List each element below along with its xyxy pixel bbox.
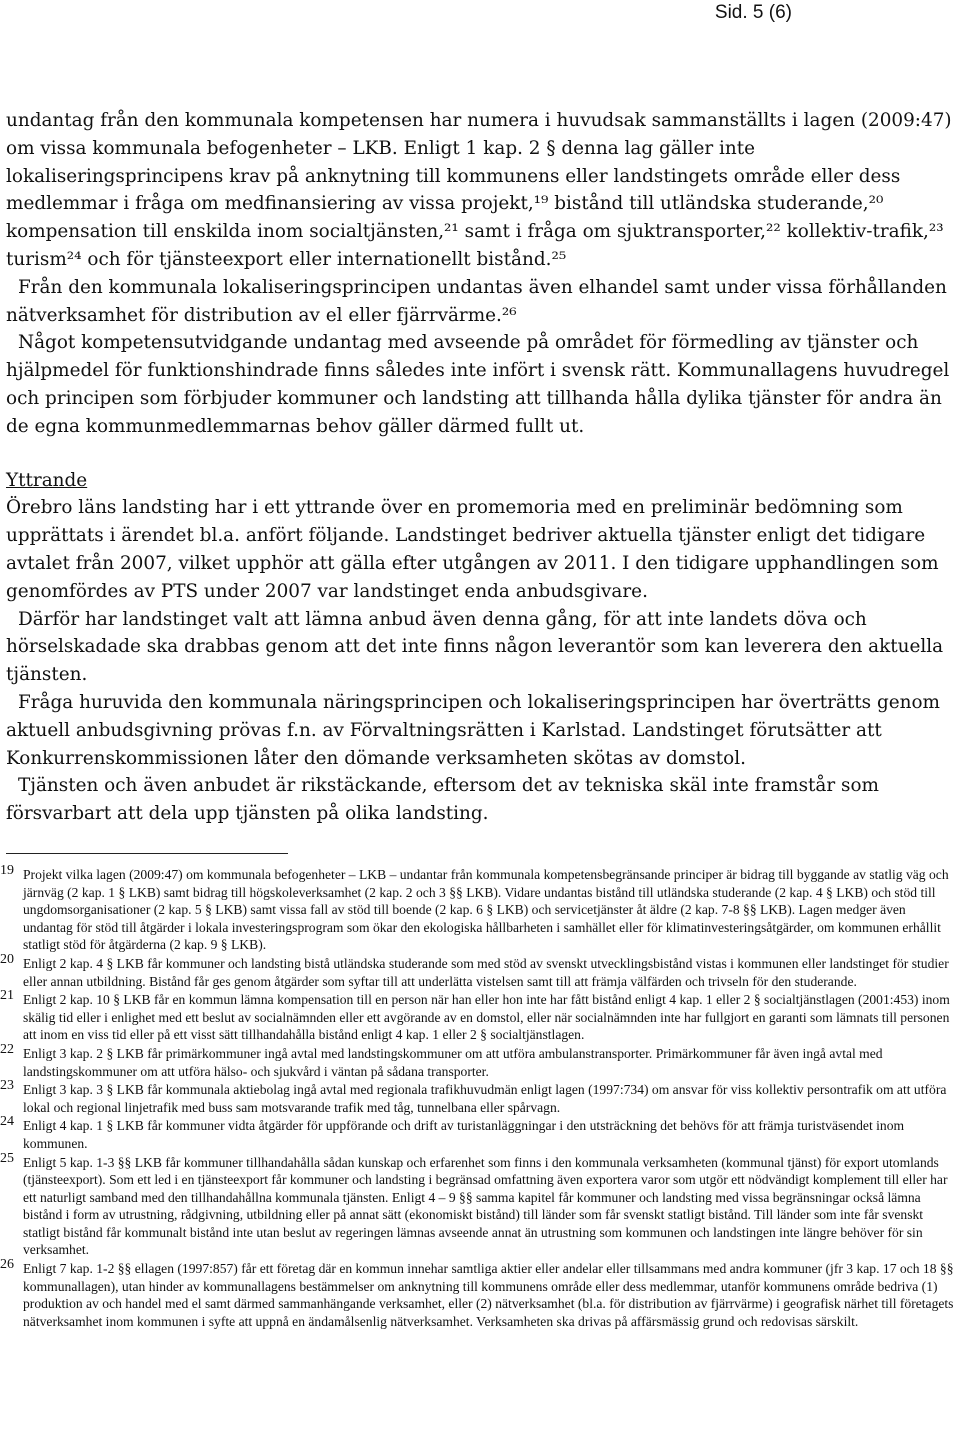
footnote-number: 23 (0, 1078, 14, 1094)
paragraph: undantag från den kommunala kompetensen har numera i huvudsak sammanställts i lagen (2009:47) om vissa kommunala befogenheter – LKB. Enligt 1 kap. 2 § denna lag gäller inte lokaliseringsprincipens krav på anknytning till kommunens eller landstingets område eller dess medlemmar i fråga om medfinansiering av vissa projekt,¹⁹ bistånd till utländska studerande,²⁰ kompensation till enskilda inom socialtjänsten,²¹ samt i fråga om sjuktransporter,²² kollektiv-trafik,²³ turism²⁴ och för tjänsteexport eller internationellt bistånd.²⁵ (6, 110, 952, 270)
footnote (0, 1041, 954, 1080)
footnote (0, 988, 954, 1044)
footnote (0, 1078, 954, 1116)
footnote (0, 951, 954, 990)
footnote-number: 21 (0, 988, 14, 1004)
footnote-number: 25 (0, 1150, 14, 1166)
paragraph: Därför har landstinget valt att lämna anbud även denna gång, för att inte landets döva och hörselskadade ska drabbas genom att det inte finns någon leverantör som kan leverera den aktuella tjänsten. (6, 608, 944, 686)
footnote-text: Enligt 2 kap. 4 § LKB får kommuner och landsting bistå utländska studerande som med stöd av svenskt utvecklingsbistånd vistas i kommunen eller landstinget för studier eller annan utbildning. Bistånd får ges genom åtgärder som syftar till att underlätta vistelsen samt till att främja välfärden och trivseln för den studerande. (23, 955, 949, 989)
paragraph: Örebro läns landsting har i ett yttrande över en promemoria med en preliminär bedömning som upprättats i ärendet bl.a. anfört följande. Landstinget bedriver aktuella tjänster enligt det tidigare avtalet från 2007, vilket upphör att gälla efter utgången av 2011. I den tidigare upphandlingen som genomfördes av PTS under 2007 var landstinget enda anbudsgivare. (6, 497, 939, 602)
footnote-text: Enligt 2 kap. 10 § LKB får en kommun lämna kompensation till en person när han eller hon inte har fått bistånd enligt 4 kap. 1 eller 2 § socialtjänstlagen (2001:453) inom skälig tid eller i enlighet med ett beslut av socialnämnden eller ett avgörande av en domstol, eller när socialnämnden inte har fullgjort en garanti som lämnats till personen att inom en viss tid eller på ett visst sätt tillhandahålla bistånd enligt 4 kap. 1 eller 2 § socialtjänstlagen. (23, 992, 950, 1043)
footnote-text: Enligt 4 kap. 1 § LKB får kommuner vidta åtgärder för uppförande och drift av turistanläggningar i den utsträckning det behövs för att främja turistväsendet inom kommunen. (23, 1118, 905, 1151)
paragraph: Fråga huruvida den kommunala näringsprincipen och lokaliseringsprincipen har överträtts genom aktuell anbudsgivning prövas f.n. av Förvaltningsrätten i Karlstad. Landstinget förutsätter att Konkurrenskommissionen låter den dömande verksamheten skötas av domstol. (6, 691, 940, 769)
footnote-number: 20 (0, 951, 14, 967)
footnote-text: Enligt 7 kap. 1-2 §§ ellagen (1997:857) får ett företag där en kommun innehar samtliga aktier eller andelar eller tillsammans med andra kommuner (jfr 3 kap. 17 och 18 §§ kommunallagen), utan hinder av kommunallagens bestämmelser om anknytning till kommunens område eller dess medlemmar, utanför kommunens område bedriva (1) produktion av och handel med el samt därmed sammanhängande verksamhet, eller (2) nätverksamhet (bl.a. för distribution av fjärrvärme) i geografisk närhet till företagets nätverksamhet inom kommunen i syfte att uppnå en ändamålsenlig nätverksamhet. Verksamheten ska drivas på affärsmässig grund och redovisas särskilt. (23, 1261, 954, 1329)
footnote-number: 22 (0, 1041, 14, 1057)
footnote-number: 26 (0, 1257, 14, 1273)
footnote-text: Projekt vilka lagen (2009:47) om kommunala befogenheter – LKB – undantar från kommunala kompetensbegränsande principer är bidrag till byggande av statlig väg och järnväg (2 kap. 1 § LKB) samt bidrag till högskoleverksamhet (2 kap. 2 och 3 §§ LKB). Vidare undantas bistånd till utländska studerande (2 kap. 4 § LKB) och stöd till ungdomsorganisationer (2 kap. 5 § LKB) samt vissa fall av stöd till boende (2 kap. 6 § LKB) och servicetjänster åt äldre (2 kap. 7-8 §§ LKB). Lagen medger även undantag för stöd till åtgärder i lokala investeringsprogram som ökar den ekologiska hållbarheten i samhället eller för klimatinvesteringsåtgärder, om kommunen erhållit statligt stöd för åtgärderna (2 kap. 9 § LKB). (23, 867, 949, 953)
paragraph: Från den kommunala lokaliseringsprincipen undantas även elhandel samt under vissa förhållanden nätverksamhet för distribution av el eller fjärrvärme.²⁶ (6, 276, 947, 326)
paragraph: Tjänsten och även anbudet är rikstäckande, eftersom det av tekniska skäl inte framstår som försvarbart att dela upp tjänsten på olika landsting. (6, 775, 879, 825)
footnote (0, 1114, 954, 1152)
footnote (0, 1150, 954, 1260)
footnotes (0, 863, 954, 1331)
paragraph: Något kompetensutvidgande undantag med avseende på området för förmedling av tjänster och hjälpmedel för funktionshindrade finns således inte infört i svensk rätt. Kommunallagens huvudregel och principen som förbjuder kommuner och landsting att tillhanda hålla dylika tjänster för andra än de egna kommunmedlemmarnas behov gäller därmed fullt ut. (6, 332, 950, 437)
footnote-number: 19 (0, 863, 14, 878)
page-number: Sid. 5 (6) (714, 2, 792, 23)
footnote-separator (6, 853, 288, 854)
main-text (6, 107, 954, 828)
footnote (0, 1257, 954, 1330)
footnote-text: Enligt 3 kap. 2 § LKB får primärkommuner ingå avtal med landstingskommuner om att utföra ambulanstransporter. Primärkommuner får även ingå avtal med landstingskommuner om att utföra hälso- och sjukvård i väntan på sådana transporter. (23, 1045, 883, 1079)
footnote (0, 863, 954, 954)
footnote-number: 24 (0, 1114, 14, 1130)
footnote-text: Enligt 5 kap. 1-3 §§ LKB får kommuner tillhandahålla sådan kunskap och erfarenhet som finns i den kommunala verksamheten (kommunal tjänst) för export utomlands (tjänsteexport). Som ett led i en tjänsteexport får kommuner och landsting i begränsad omfattning även exportera varor som utgör ett nödvändigt komplement till eller har ett naturligt samband med den tillhandahållna kommunala tjänsten. Enligt 4 – 9 §§ samma kapitel får kommuner och landsting med vissa begränsningar också lämna bistånd i form av utrustning, rådgivning, utbildning eller på annat sätt (ekonomiskt bistånd) till länder som får svenskt statligt bistånd. Till länder som inte får svenskt statligt bistånd får kommunalt bistånd inte utan beslut av regeringen lämnas avseende annat än utrustning som kommunen och landstingen inte längre behöver för sin verksamhet. (23, 1154, 948, 1258)
section-heading: Yttrande (6, 469, 88, 491)
footnote-text: Enligt 3 kap. 3 § LKB får kommunala aktiebolag ingå avtal med regionala trafikhuvudmän enligt lagen (1997:734) om ansvar för viss kollektiv persontrafik om att utföra lokal och regional linjetrafik med buss sam motsvarande trafik med tåg, tunnelbana eller spårvagn. (23, 1082, 947, 1115)
